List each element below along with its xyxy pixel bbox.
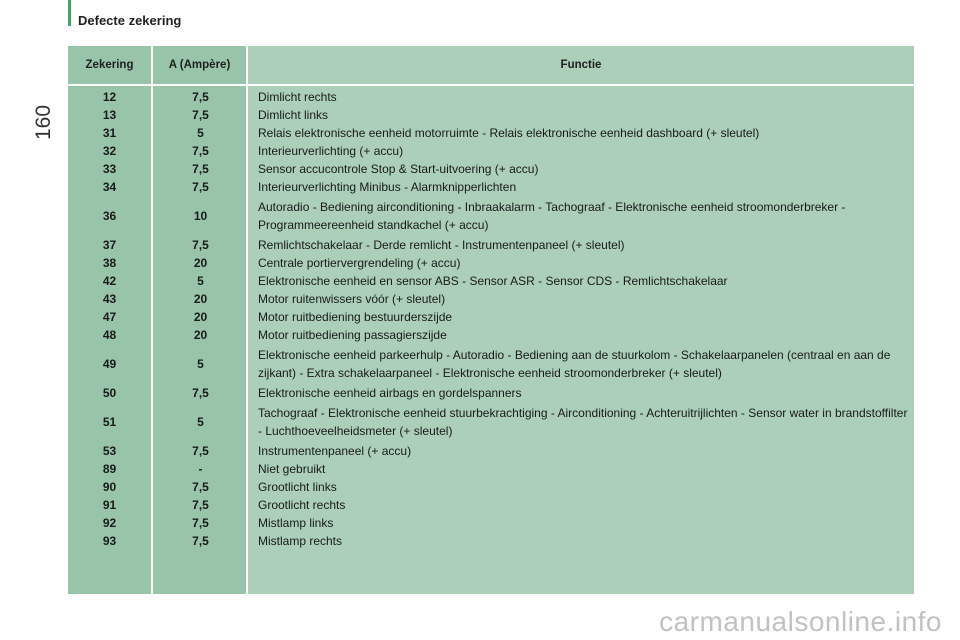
fuse-number: 47 xyxy=(102,310,117,324)
amperage: 20 xyxy=(193,256,208,270)
fuse-number: 36 xyxy=(102,209,117,223)
amperage: 7,5 xyxy=(192,534,209,548)
fuse-number: 32 xyxy=(102,144,117,158)
table-row xyxy=(68,460,914,478)
amperage: 5 xyxy=(197,415,204,429)
amperage: 7,5 xyxy=(192,90,209,104)
function-description: Elektronische eenheid airbags en gordelspanners xyxy=(258,386,522,400)
function-description: Interieurverlichting Minibus - Alarmknipperlichten xyxy=(258,180,517,194)
table-row xyxy=(68,532,914,550)
fuse-number: 12 xyxy=(102,90,117,104)
fuse-number: 93 xyxy=(102,534,117,548)
table-row xyxy=(68,384,914,402)
fuse-number: 89 xyxy=(102,462,117,476)
function-description: Grootlicht links xyxy=(258,480,337,494)
table-row xyxy=(68,236,914,254)
fuse-number: 51 xyxy=(102,415,117,429)
table-row xyxy=(68,478,914,496)
table-row xyxy=(68,160,914,178)
table-row xyxy=(68,124,914,142)
header-divider xyxy=(68,84,914,86)
function-description: Mistlamp rechts xyxy=(258,534,343,548)
table-row xyxy=(68,254,914,272)
table-row xyxy=(68,178,914,196)
fuse-number: 43 xyxy=(102,292,117,306)
fuse-number: 49 xyxy=(102,357,117,371)
function-description: Remlichtschakelaar - Derde remlicht - Instrumentenpaneel (+ sleutel) xyxy=(258,238,625,252)
page-number: 160 xyxy=(32,104,55,140)
amperage: 7,5 xyxy=(192,444,209,458)
amperage: 5 xyxy=(197,126,204,140)
fuse-number: 38 xyxy=(102,256,117,270)
function-description: Autoradio - Bediening airconditioning - Inbraakalarm - Tachograaf - Elektronische eenheid stroomonderbreker - Programmeereenheid standkachel (+ accu) xyxy=(258,200,846,232)
fuse-number: 90 xyxy=(102,480,117,494)
amperage: 5 xyxy=(197,357,204,371)
fuse-number: 91 xyxy=(102,498,117,512)
table-row xyxy=(68,106,914,124)
fuse-number: 50 xyxy=(102,386,117,400)
fuse-number: 53 xyxy=(102,444,117,458)
table-row xyxy=(68,402,914,442)
amperage: 7,5 xyxy=(192,386,209,400)
function-description: Motor ruitbediening bestuurderszijde xyxy=(258,310,453,324)
table-row xyxy=(68,514,914,532)
amperage: 7,5 xyxy=(192,144,209,158)
amperage: 20 xyxy=(193,292,208,306)
amperage: 20 xyxy=(193,328,208,342)
table-row xyxy=(68,496,914,514)
table-row xyxy=(68,290,914,308)
function-description: Tachograaf - Elektronische eenheid stuurbekrachtiging - Airconditioning - Achteruitrijlichten - Sensor water in brandstoffilter - Luchthoeveelheidsmeter (+ sleutel) xyxy=(258,406,908,438)
function-description: Motor ruitbediening passagierszijde xyxy=(258,328,447,342)
amperage: 7,5 xyxy=(192,180,209,194)
function-description: Dimlicht links xyxy=(258,108,329,122)
amperage: - xyxy=(198,462,203,476)
function-description: Instrumentenpaneel (+ accu) xyxy=(258,444,412,458)
amperage: 7,5 xyxy=(192,108,209,122)
table-row xyxy=(68,272,914,290)
function-description: Mistlamp links xyxy=(258,516,334,530)
accent-bar xyxy=(68,0,71,26)
amperage: 20 xyxy=(193,310,208,324)
function-description: Centrale portiervergrendeling (+ accu) xyxy=(258,256,461,270)
table-row xyxy=(68,442,914,460)
fuse-number: 13 xyxy=(102,108,117,122)
amperage: 7,5 xyxy=(192,162,209,176)
function-description: Dimlicht rechts xyxy=(258,90,337,104)
column-header-amp: A (Ampère) xyxy=(168,59,231,71)
function-description: Sensor accucontrole Stop & Start-uitvoering (+ accu) xyxy=(258,162,539,176)
fuse-number: 48 xyxy=(102,328,117,342)
table-row xyxy=(68,88,914,106)
column-header-fuse: Zekering xyxy=(85,59,134,71)
fuse-number: 42 xyxy=(102,274,117,288)
amperage: 7,5 xyxy=(192,498,209,512)
table-row xyxy=(68,308,914,326)
function-description: Elektronische eenheid en sensor ABS - Sensor ASR - Sensor CDS - Remlichtschakelaar xyxy=(258,274,728,288)
function-description: Interieurverlichting (+ accu) xyxy=(258,144,404,158)
amperage: 7,5 xyxy=(192,238,209,252)
fuse-number: 33 xyxy=(102,162,117,176)
fuse-number: 34 xyxy=(102,180,117,194)
amperage: 7,5 xyxy=(192,480,209,494)
fuse-number: 31 xyxy=(102,126,117,140)
table-row xyxy=(68,196,914,236)
amperage: 10 xyxy=(193,209,208,223)
fuse-table xyxy=(68,46,914,594)
table-row xyxy=(68,326,914,344)
function-description: Niet gebruikt xyxy=(258,462,326,476)
fuse-number: 37 xyxy=(102,238,117,252)
table-body xyxy=(68,88,914,550)
function-description: Relais elektronische eenheid motorruimte - Relais elektronische eenheid dashboard (+ sleutel) xyxy=(258,126,760,140)
function-description: Motor ruitenwissers vóór (+ sleutel) xyxy=(258,292,446,306)
function-description: Grootlicht rechts xyxy=(258,498,346,512)
function-description: Elektronische eenheid parkeerhulp - Autoradio - Bediening aan de stuurkolom - Schakelaarpanelen (centraal en aan de zijkant) - Extra schakelaarpaneel - Elektronische eenheid stroomonderbreker (+ sleutel) xyxy=(258,348,891,380)
watermark: carmanualsonline.info xyxy=(659,606,942,637)
section-title: Defecte zekering xyxy=(78,13,182,28)
amperage: 7,5 xyxy=(192,516,209,530)
column-header-function: Functie xyxy=(560,59,602,71)
table-row xyxy=(68,142,914,160)
table-row xyxy=(68,344,914,384)
amperage: 5 xyxy=(197,274,204,288)
fuse-number: 92 xyxy=(102,516,117,530)
